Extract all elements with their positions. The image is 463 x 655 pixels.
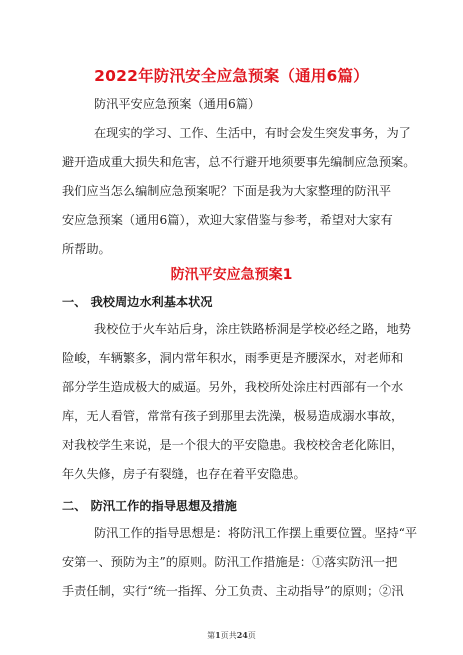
intro-line: 避开造成重大损失和危害，总不行避开地须要事先编制应急预案。 — [62, 155, 416, 169]
section-heading: 防汛平安应急预案1 — [170, 267, 293, 283]
body-line: 防汛工作的指导思想是：将防汛工作摆上重要位置。坚持“平 — [94, 526, 418, 540]
body-line: 库，无人看管，常常有孩子到那里去洗澡，极易造成溺水事故， — [62, 409, 404, 423]
intro-line: 安应急预案（通用6篇），欢迎大家借鉴与参考，希望对大家有 — [62, 213, 393, 227]
body-line: 险峻，车辆繁多，洞内常年积水，雨季更是齐腰深水，对老师和 — [62, 351, 404, 365]
page-footer — [0, 630, 463, 641]
subsection-heading: 一、 我校周边水利基本状况 — [62, 295, 213, 309]
body-line: 安第一、预防为主”的原则。防汛工作措施是：①落实防汛一把 — [62, 555, 398, 569]
intro-line: 我们应当怎么编制应急预案呢？下面是我为大家整理的防汛平 — [62, 184, 392, 198]
body-line: 年久失修，房子有裂缝，也存在着平安隐患。 — [62, 467, 306, 481]
body-line: 部分学生造成极大的威逼。另外，我校所处涂庄村西部有一个水 — [62, 380, 404, 394]
body-line: 手责任制，实行“统一指挥、分工负责、主动指导”的原则；②汛 — [62, 584, 404, 598]
intro-line: 所帮助。 — [62, 242, 111, 256]
document-subtitle: 防汛平安应急预案（通用6篇） — [94, 97, 261, 111]
footer-prefix: 第 — [207, 631, 216, 640]
footer-page-number: 1 — [215, 630, 221, 640]
body-line: 对我校学生来说，是一个很大的平安隐患。我校校舍老化陈旧， — [62, 438, 404, 452]
document-title: 2022年防汛安全应急预案（通用6篇） — [94, 67, 369, 85]
footer-suffix: 页 — [247, 631, 256, 640]
intro-line: 在现实的学习、工作、生活中，有时会发生突发事务，为了 — [94, 126, 411, 140]
body-line: 我校位于火车站后身，涂庄铁路桥洞是学校必经之路，地势 — [94, 322, 411, 336]
footer-middle: 页共 — [220, 631, 237, 640]
subsection-heading: 二、 防汛工作的指导思想及措施 — [62, 499, 237, 513]
footer-total-pages: 24 — [236, 630, 248, 640]
